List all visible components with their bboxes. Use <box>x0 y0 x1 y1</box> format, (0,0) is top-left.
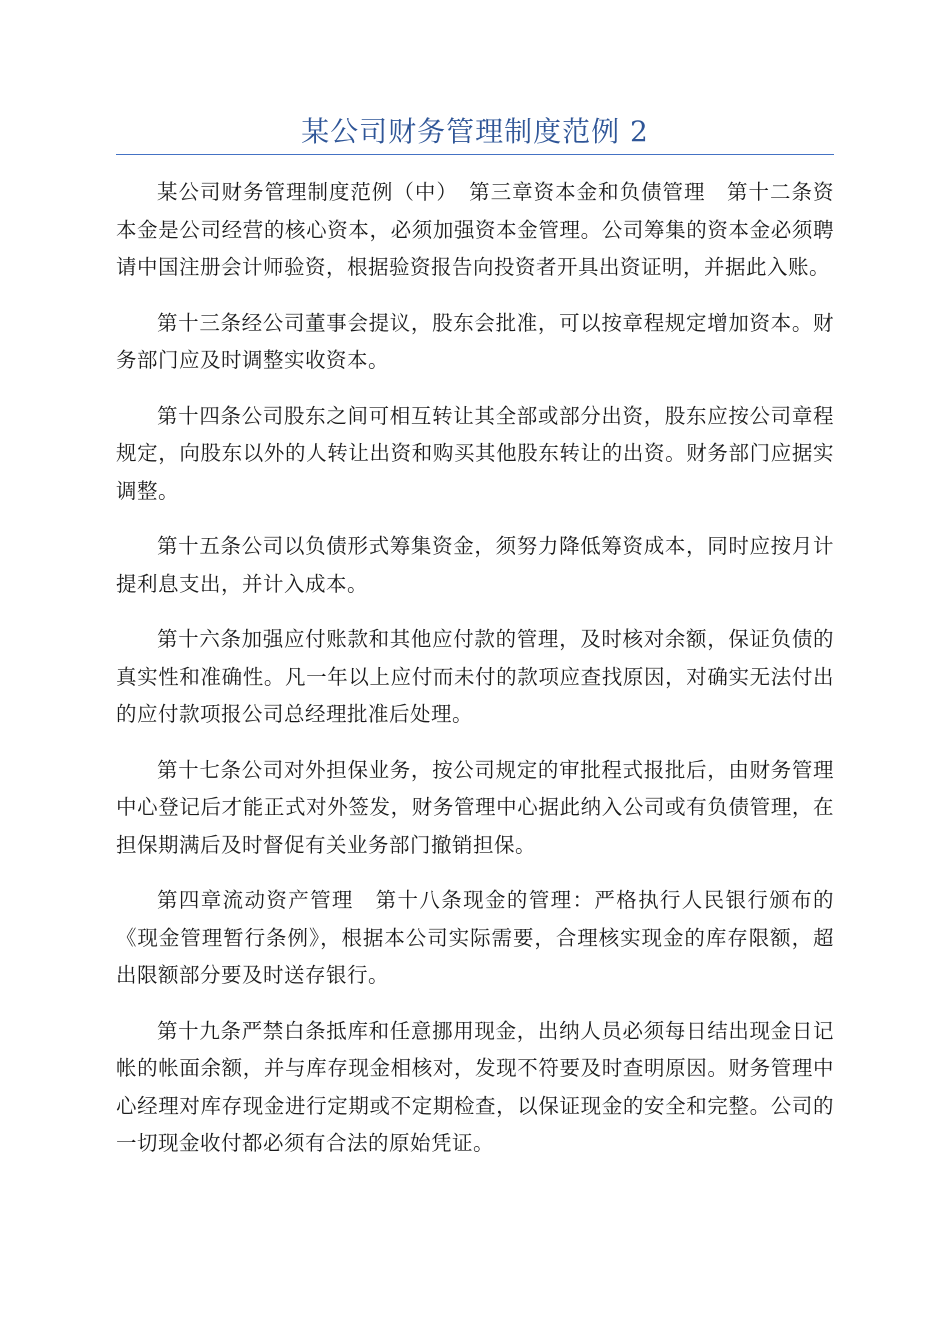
paragraph-8: 第十九条严禁白条抵库和任意挪用现金，出纳人员必须每日结出现金日记帐的帐面余额，并与库存现金相核对，发现不符要及时查明原因。财务管理中心经理对库存现金进行定期或不定期检查，以保证现金的安全和完整。公司的一切现金收付都必须有合法的原始凭证。 <box>116 1018 834 1155</box>
document-title: 某公司财务管理制度范例 2 <box>301 115 649 148</box>
paragraph-2: 第十三条经公司董事会提议，股东会批准，可以按章程规定增加资本。财务部门应及时调整实收资本。 <box>116 310 834 372</box>
paragraph-1: 某公司财务管理制度范例（中） 第三章资本金和负债管理 第十二条资本金是公司经营的核心资本，必须加强资本金管理。公司筹集的资本金必须聘请中国注册会计师验资，根据验资报告向投资者开具出资证明，并据此入账。 <box>116 180 834 279</box>
paragraph-5: 第十六条加强应付账款和其他应付款的管理，及时核对余额，保证负债的真实性和准确性。凡一年以上应付而未付的款项应查找原因，对确实无法付出的应付款项报公司总经理批准后处理。 <box>116 627 834 726</box>
title-underline <box>116 154 834 155</box>
document-body <box>116 174 834 1181</box>
paragraph-3: 第十四条公司股东之间可相互转让其全部或部分出资，股东应按公司章程规定，向股东以外的人转让出资和购买其他股东转让的出资。财务部门应据实调整。 <box>116 403 834 503</box>
paragraph-4: 第十五条公司以负债形式筹集资金，须努力降低筹资成本，同时应按月计提利息支出，并计入成本。 <box>116 534 834 596</box>
paragraph-6: 第十七条公司对外担保业务，按公司规定的审批程式报批后，由财务管理中心登记后才能正式对外签发，财务管理中心据此纳入公司或有负债管理，在担保期满后及时督促有关业务部门撤销担保。 <box>116 757 834 857</box>
paragraph-7: 第四章流动资产管理 第十八条现金的管理：严格执行人民银行颁布的《现金管理暂行条例》，根据本公司实际需要，合理核实现金的库存限额，超出限额部分要及时送存银行。 <box>116 888 834 987</box>
